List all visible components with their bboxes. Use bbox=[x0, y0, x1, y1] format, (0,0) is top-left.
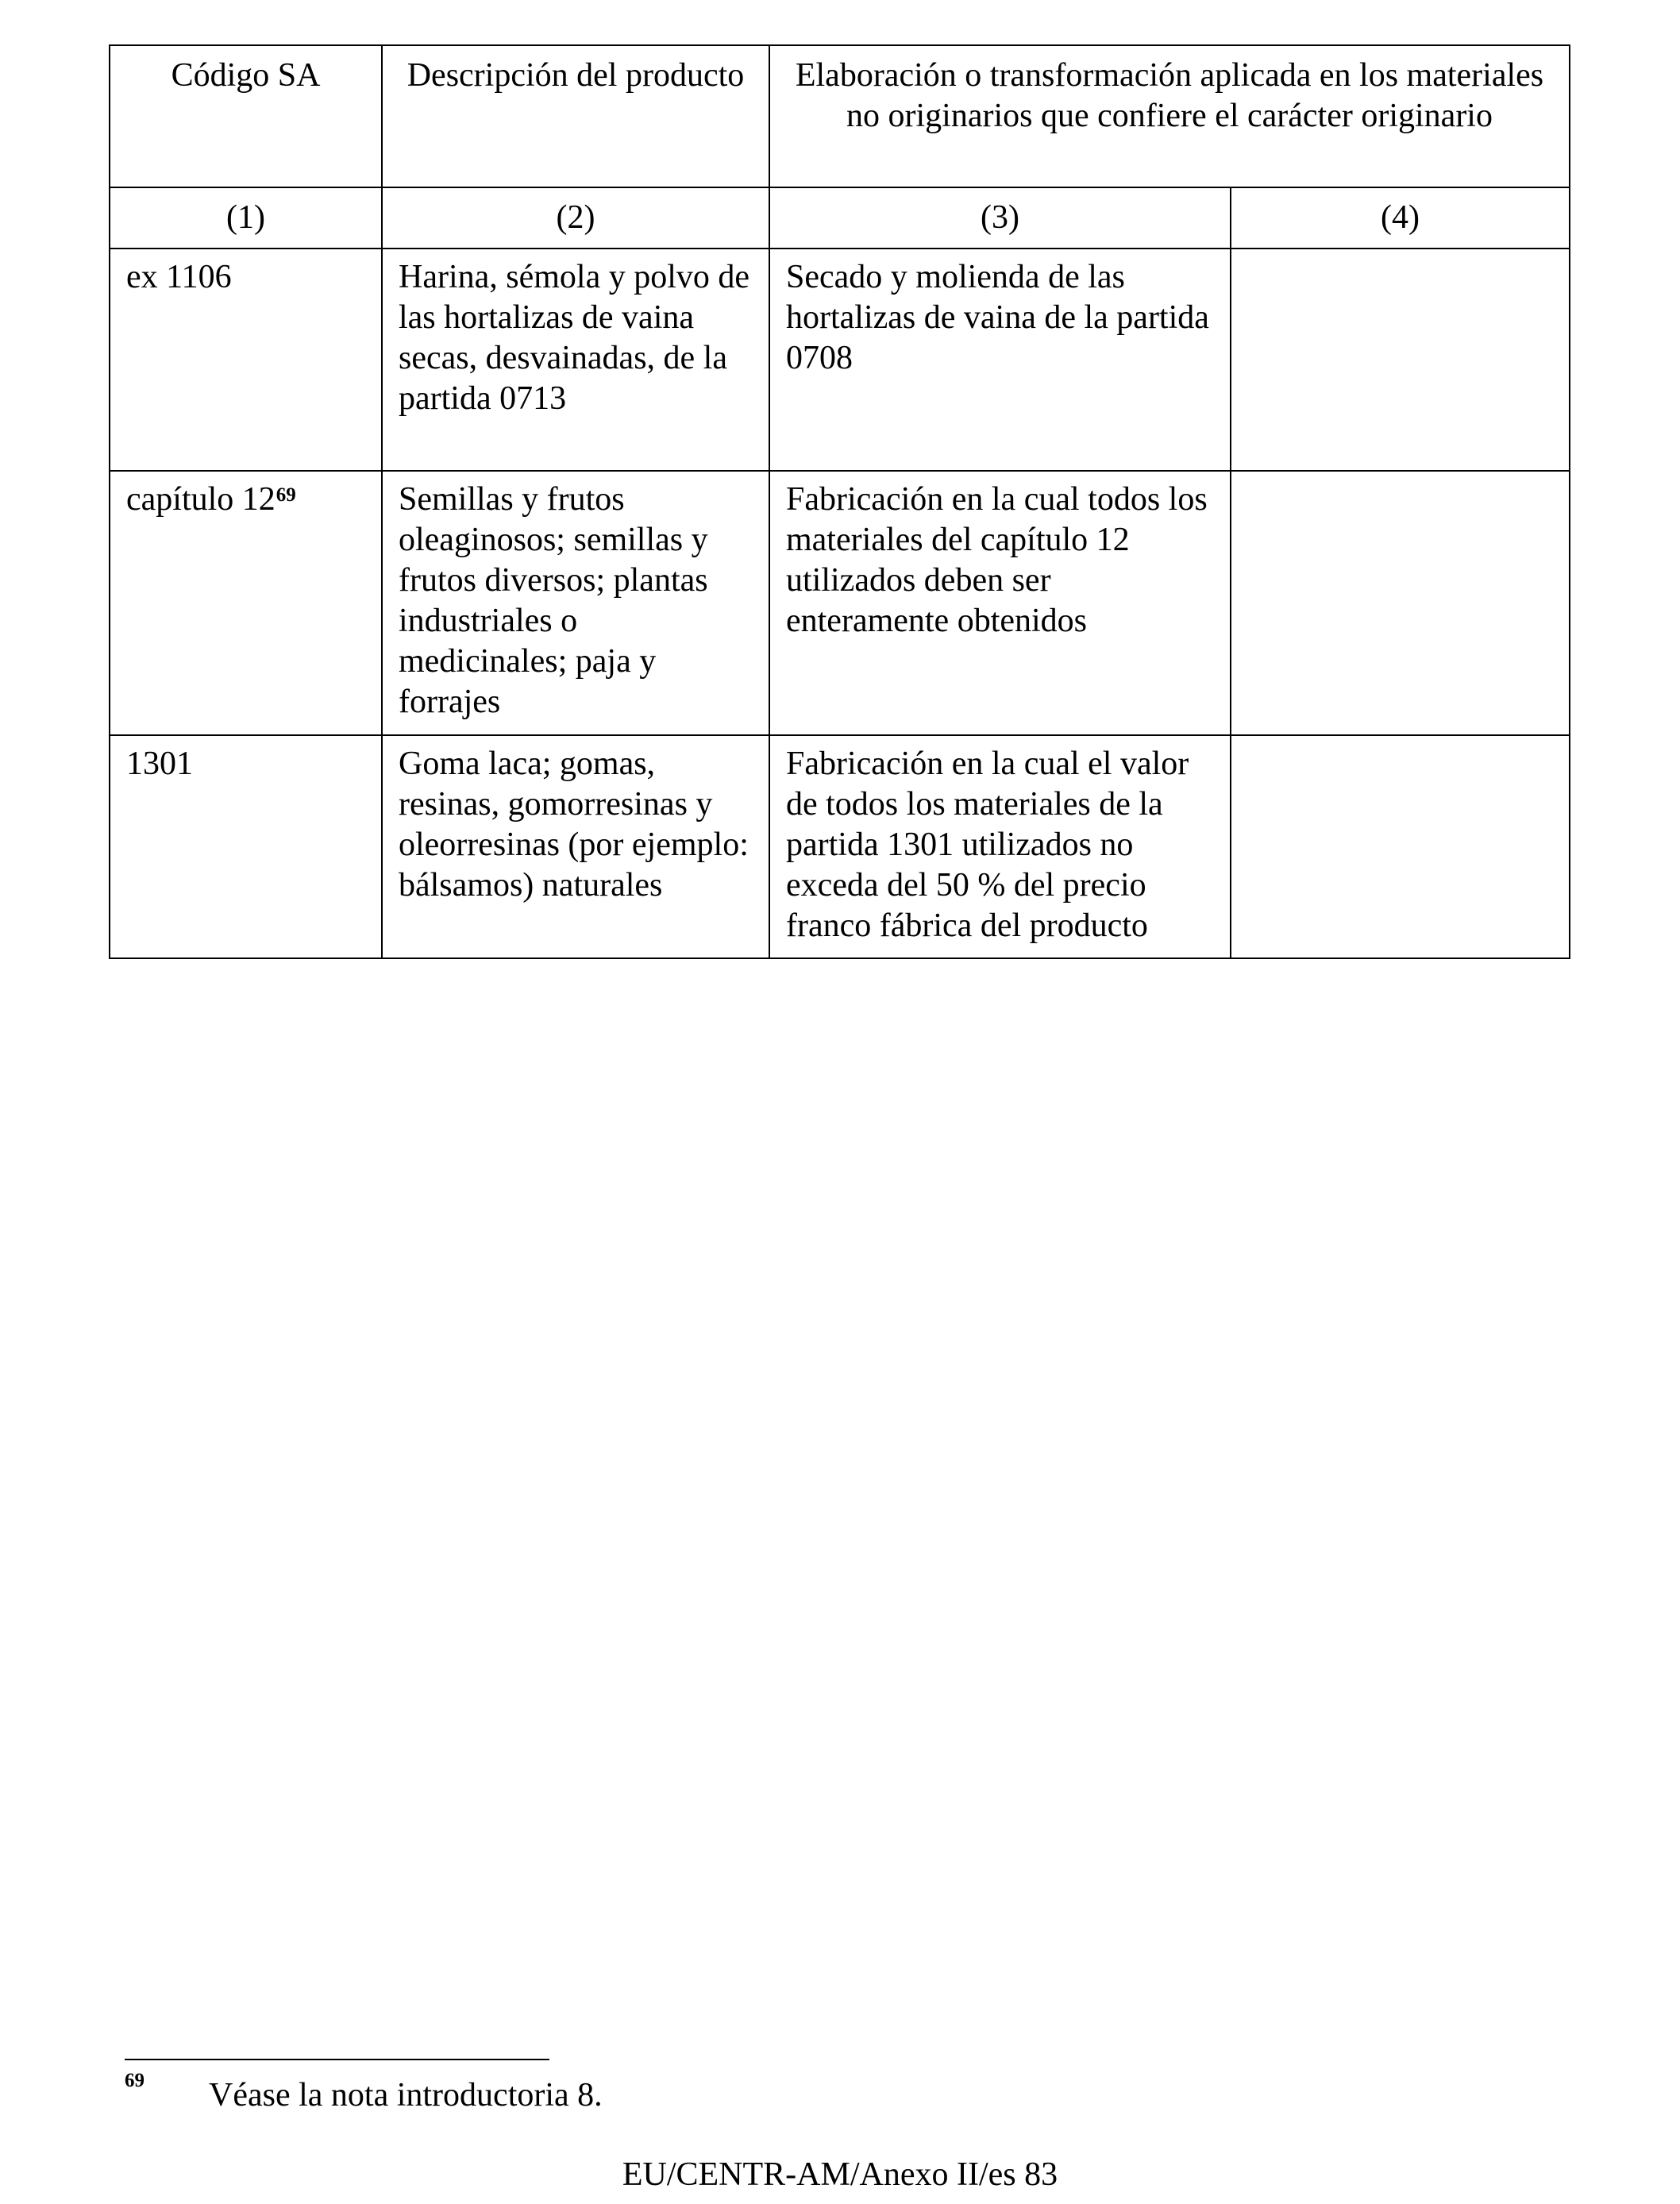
description-cell: Harina, sémola y polvo de las hortalizas de vaina secas, desvainadas, de la partida 0713 bbox=[382, 249, 769, 471]
hs-code: capítulo 12 bbox=[126, 481, 276, 518]
table-header-row bbox=[110, 45, 1570, 187]
footnote-separator bbox=[125, 2059, 549, 2060]
working-cell: Secado y molienda de las hortalizas de vaina de la partida 0708 bbox=[769, 249, 1231, 471]
description-cell: Goma laca; gomas, resinas, gomorresinas y oleorresinas (por ejemplo: bálsamos) naturales bbox=[382, 735, 769, 958]
rules-of-origin-table bbox=[109, 44, 1570, 959]
footnote-reference: 69 bbox=[276, 484, 296, 506]
page-footer-reference: EU/CENTR-AM/Anexo II/es 83 bbox=[622, 2156, 1058, 2193]
footnote-marker: 69 bbox=[125, 2070, 144, 2091]
alternative-cell bbox=[1231, 735, 1570, 958]
hs-code-cell bbox=[110, 471, 382, 735]
hs-code: ex 1106 bbox=[126, 259, 232, 295]
working-cell: Fabricación en la cual todos los materiales del capítulo 12 utilizados deben ser enteramente obtenidos bbox=[769, 471, 1231, 735]
alternative-cell bbox=[1231, 249, 1570, 471]
column-number-3: (3) bbox=[769, 187, 1231, 249]
column-number-2: (2) bbox=[382, 187, 769, 249]
column-number-1: (1) bbox=[110, 187, 382, 249]
hs-code-cell bbox=[110, 735, 382, 958]
header-working-or-processing: Elaboración o transformación aplicada en los materiales no originarios que confiere el carácter originario bbox=[769, 45, 1570, 187]
alternative-cell bbox=[1231, 471, 1570, 735]
column-number-4: (4) bbox=[1231, 187, 1570, 249]
hs-code: 1301 bbox=[126, 746, 193, 782]
description-cell: Semillas y frutos oleaginosos; semillas y frutos diversos; plantas industriales o medicinales; paja y forrajes bbox=[382, 471, 769, 735]
table-row bbox=[110, 249, 1570, 471]
column-number-row bbox=[110, 187, 1570, 249]
table-row bbox=[110, 471, 1570, 735]
hs-code-cell bbox=[110, 249, 382, 471]
header-hs-code: Código SA bbox=[110, 45, 382, 187]
footnote-text: Véase la nota introductoria 8. bbox=[209, 2077, 603, 2113]
table-row bbox=[110, 735, 1570, 958]
working-cell: Fabricación en la cual el valor de todos los materiales de la partida 1301 utilizados no exceda del 50 % del precio franco fábrica del producto bbox=[769, 735, 1231, 958]
header-product-description: Descripción del producto bbox=[382, 45, 769, 187]
